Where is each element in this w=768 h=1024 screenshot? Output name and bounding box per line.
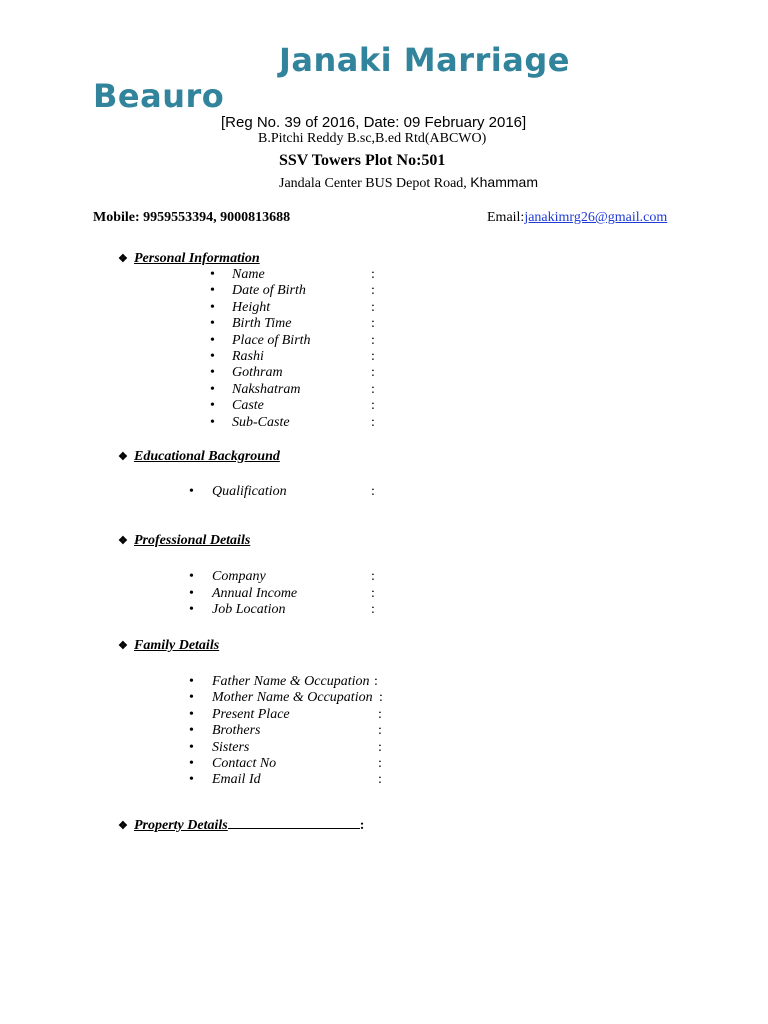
bullet-icon: • bbox=[210, 316, 215, 332]
bullet-icon: • bbox=[210, 299, 215, 315]
building-address: SSV Towers Plot No:501 bbox=[279, 152, 446, 169]
bullet-icon: • bbox=[210, 414, 215, 430]
field-label: Nakshatram bbox=[232, 381, 301, 397]
section-educational-background bbox=[118, 449, 280, 465]
field-label: Height bbox=[232, 299, 271, 315]
bullet-icon: • bbox=[189, 772, 194, 788]
field-label: Father Name & Occupation bbox=[212, 674, 370, 689]
field-label: Annual Income bbox=[212, 585, 298, 601]
bullet-icon: • bbox=[189, 723, 194, 739]
section-marker-icon: ❖ bbox=[118, 535, 128, 547]
field-colon: : bbox=[371, 267, 375, 282]
field-label: Birth Time bbox=[232, 316, 292, 332]
section-title: Personal Information bbox=[134, 251, 260, 266]
field-colon: : bbox=[371, 299, 375, 315]
field-label: Contact No bbox=[212, 756, 277, 771]
section-personal-information bbox=[118, 251, 260, 267]
field-label: Qualification bbox=[212, 484, 287, 499]
title-line-1: Janaki Marriage bbox=[279, 41, 570, 79]
section-marker-icon: ❖ bbox=[118, 640, 128, 652]
field-colon: : bbox=[378, 723, 382, 739]
field-colon: : bbox=[371, 349, 375, 364]
bullet-icon: • bbox=[210, 283, 215, 299]
section-marker-icon: ❖ bbox=[118, 451, 128, 463]
field-label: Place of Birth bbox=[232, 332, 311, 348]
field-label: Caste bbox=[232, 398, 264, 414]
field-label: Email Id bbox=[212, 772, 261, 788]
field-colon: : bbox=[371, 283, 375, 299]
field-label: Name bbox=[232, 267, 265, 282]
proprietor: B.Pitchi Reddy B.sc,B.ed Rtd(ABCWO) bbox=[258, 131, 487, 146]
bullet-icon: • bbox=[189, 674, 194, 689]
field-colon: : bbox=[371, 569, 375, 584]
bullet-icon: • bbox=[189, 690, 194, 706]
section-title: Educational Background bbox=[134, 449, 280, 464]
field-label: Brothers bbox=[212, 723, 261, 739]
bullet-icon: • bbox=[210, 365, 215, 381]
field-label: Job Location bbox=[212, 602, 286, 617]
property-colon: : bbox=[359, 818, 365, 833]
street-address bbox=[279, 174, 538, 192]
section-professional-details bbox=[118, 533, 250, 549]
street-address-part1: Jandala Center BUS Depot Road, bbox=[279, 176, 471, 191]
section-property-details bbox=[118, 815, 364, 834]
field-colon: : bbox=[374, 674, 378, 689]
field-label: Sub-Caste bbox=[232, 414, 290, 430]
field-colon: : bbox=[378, 739, 382, 755]
field-label: Sisters bbox=[212, 739, 250, 755]
field-colon: : bbox=[378, 772, 382, 788]
field-colon: : bbox=[371, 316, 375, 332]
section-title: Professional Details bbox=[134, 533, 251, 548]
registration-info: [Reg No. 39 of 2016, Date: 09 February 2016] bbox=[221, 114, 527, 131]
field-colon: : bbox=[371, 585, 375, 601]
field-colon: : bbox=[378, 706, 382, 722]
field-colon: : bbox=[371, 381, 375, 397]
field-label: Rashi bbox=[232, 349, 264, 364]
bullet-icon: • bbox=[210, 381, 215, 397]
field-colon: : bbox=[371, 484, 375, 499]
bullet-icon: • bbox=[210, 332, 215, 348]
bullet-icon: • bbox=[189, 585, 194, 601]
field-label: Company bbox=[212, 569, 266, 584]
mobile-numbers: Mobile: 9959553394, 9000813688 bbox=[93, 210, 291, 225]
bullet-icon: • bbox=[210, 349, 215, 364]
bullet-icon: • bbox=[189, 739, 194, 755]
section-title: Property Details bbox=[134, 818, 228, 833]
field-colon: : bbox=[371, 365, 375, 381]
field-label: Mother Name & Occupation bbox=[212, 690, 373, 706]
field-label: Present Place bbox=[212, 706, 290, 722]
field-label: Gothram bbox=[232, 365, 283, 381]
bullet-icon: • bbox=[189, 602, 194, 617]
bullet-icon: • bbox=[189, 756, 194, 771]
section-marker-icon: ❖ bbox=[118, 820, 128, 832]
field-colon: : bbox=[371, 332, 375, 348]
bullet-icon: • bbox=[210, 398, 215, 414]
title-line-2: Beauro bbox=[93, 77, 225, 115]
field-colon: : bbox=[379, 690, 383, 706]
email-link[interactable]: janakimrg26@gmail.com bbox=[524, 210, 668, 225]
property-blank-line bbox=[228, 815, 360, 829]
bullet-icon: • bbox=[189, 484, 194, 499]
email-label: Email: bbox=[487, 210, 525, 225]
bullet-icon: • bbox=[210, 267, 215, 282]
section-family-details bbox=[118, 638, 219, 654]
bullet-icon: • bbox=[189, 706, 194, 722]
section-title: Family Details bbox=[134, 638, 220, 653]
city: Khammam bbox=[470, 174, 538, 190]
field-colon: : bbox=[371, 414, 375, 430]
bullet-icon: • bbox=[189, 569, 194, 584]
section-marker-icon: ❖ bbox=[118, 253, 128, 265]
field-colon: : bbox=[371, 602, 375, 617]
email-line bbox=[487, 210, 667, 226]
field-colon: : bbox=[378, 756, 382, 771]
field-colon: : bbox=[371, 398, 375, 414]
field-label: Date of Birth bbox=[232, 283, 306, 299]
